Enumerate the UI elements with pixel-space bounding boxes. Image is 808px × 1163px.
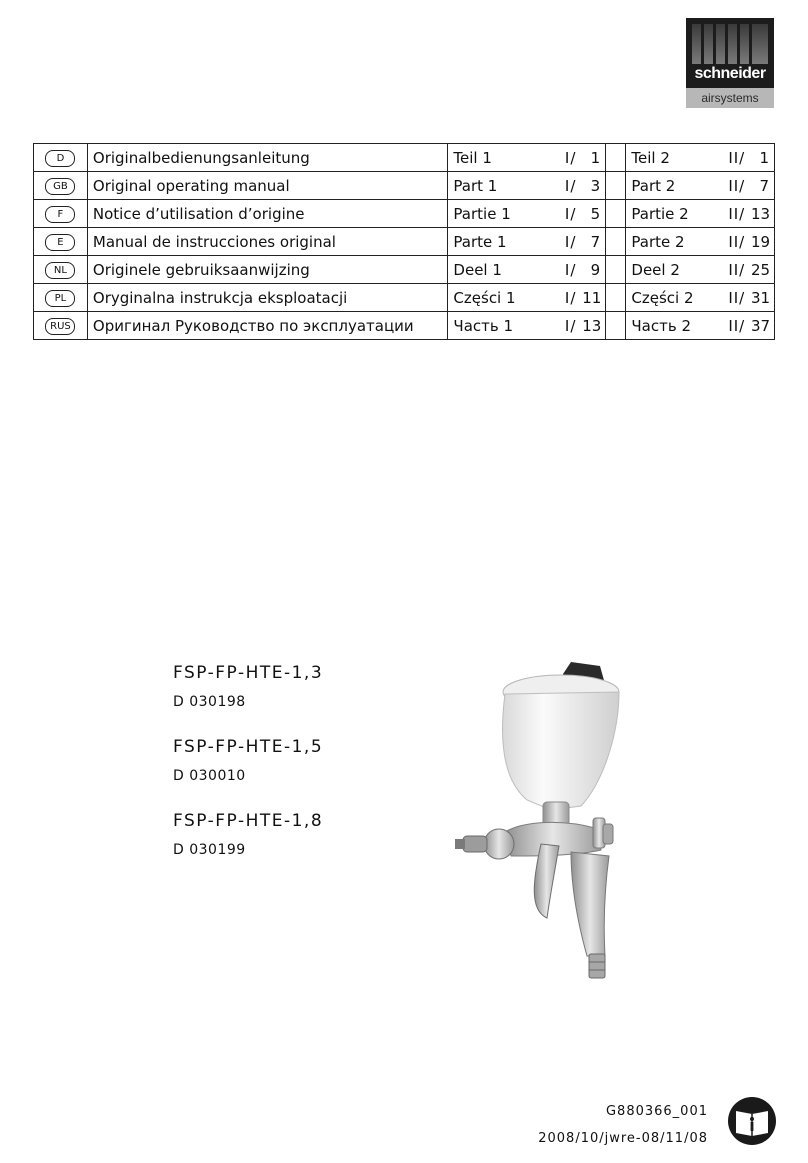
part2-roman: II/ <box>728 176 746 195</box>
language-row <box>34 312 775 340</box>
part1-page: 1 <box>590 148 601 167</box>
part2-label: Partie 2 <box>631 204 689 223</box>
model-list <box>173 662 323 884</box>
model-name: FSP-FP-HTE-1,3 <box>173 663 324 683</box>
manual-title: Оригинал Руководство по эксплуатации <box>87 312 448 340</box>
language-row <box>34 144 775 172</box>
part1-page: 7 <box>590 232 601 251</box>
read-manual-icon <box>726 1095 778 1147</box>
language-code-badge: E <box>45 234 75 251</box>
part1-page: 9 <box>590 260 601 279</box>
manual-title: Originele gebruiksaanwijzing <box>87 256 448 284</box>
part1-label: Часть 1 <box>453 316 514 335</box>
part1-label: Part 1 <box>453 176 498 195</box>
part1-roman: I/ <box>564 260 577 279</box>
part2-label: Teil 2 <box>631 148 670 167</box>
part1-page: 11 <box>582 288 602 307</box>
language-code-badge: PL <box>45 290 75 307</box>
language-row <box>34 172 775 200</box>
part2-label: Części 2 <box>631 288 694 307</box>
part2-page: 37 <box>751 316 771 335</box>
manual-title: Notice d’utilisation d’origine <box>87 200 448 228</box>
language-index-body <box>34 144 775 340</box>
part2-roman: II/ <box>728 288 746 307</box>
part1-label: Części 1 <box>453 288 516 307</box>
language-index-table <box>33 143 775 340</box>
part2-page: 25 <box>751 260 771 279</box>
model-code: D 030010 <box>173 768 246 784</box>
logo-brand: schneider <box>694 65 766 82</box>
part2-label: Часть 2 <box>631 316 692 335</box>
part2-roman: II/ <box>728 316 746 335</box>
language-code-badge: NL <box>45 262 75 279</box>
manual-title: Originalbedienungsanleitung <box>87 144 448 172</box>
part2-label: Part 2 <box>631 176 676 195</box>
part1-label: Deel 1 <box>453 260 502 279</box>
part2-page: 1 <box>759 148 769 167</box>
part1-roman: I/ <box>564 232 577 251</box>
language-code-badge: RUS <box>45 318 75 335</box>
part2-roman: II/ <box>728 260 746 279</box>
language-row <box>34 256 775 284</box>
part2-roman: II/ <box>728 148 746 167</box>
manual-title: Original operating manual <box>87 172 448 200</box>
part2-page: 13 <box>751 204 771 223</box>
part1-roman: I/ <box>564 288 577 307</box>
language-row <box>34 200 775 228</box>
part1-page: 5 <box>590 204 601 223</box>
schneider-logo-icon <box>686 18 774 108</box>
model-name: FSP-FP-HTE-1,5 <box>173 737 324 757</box>
part2-label: Parte 2 <box>631 232 685 251</box>
part1-label: Parte 1 <box>453 232 507 251</box>
part2-label: Deel 2 <box>631 260 680 279</box>
part2-page: 7 <box>759 176 769 195</box>
part2-roman: II/ <box>728 204 746 223</box>
model-name: FSP-FP-HTE-1,8 <box>173 811 324 831</box>
language-row <box>34 228 775 256</box>
logo-sub: airsystems <box>686 88 774 108</box>
part1-roman: I/ <box>564 148 577 167</box>
part1-roman: I/ <box>564 204 577 223</box>
document-revision: 2008/10/jwre-08/11/08 <box>538 1131 708 1146</box>
language-code-badge: D <box>45 150 75 167</box>
part2-roman: II/ <box>728 232 746 251</box>
spray-gun-icon <box>455 660 635 985</box>
manual-title: Oryginalna instrukcja eksploatacji <box>87 284 448 312</box>
part1-label: Partie 1 <box>453 204 511 223</box>
manual-title: Manual de instrucciones original <box>87 228 448 256</box>
document-number: G880366_001 <box>605 1104 708 1119</box>
part1-label: Teil 1 <box>453 148 492 167</box>
part2-page: 19 <box>751 232 771 251</box>
part1-page: 3 <box>590 176 601 195</box>
language-row <box>34 284 775 312</box>
language-code-badge: F <box>45 206 75 223</box>
document-footer <box>520 1098 708 1152</box>
language-code-badge: GB <box>45 178 75 195</box>
part1-roman: I/ <box>564 176 577 195</box>
part1-page: 13 <box>582 316 602 335</box>
part2-page: 31 <box>751 288 771 307</box>
model-code: D 030198 <box>173 694 246 710</box>
model-code: D 030199 <box>173 842 246 858</box>
part1-roman: I/ <box>564 316 577 335</box>
